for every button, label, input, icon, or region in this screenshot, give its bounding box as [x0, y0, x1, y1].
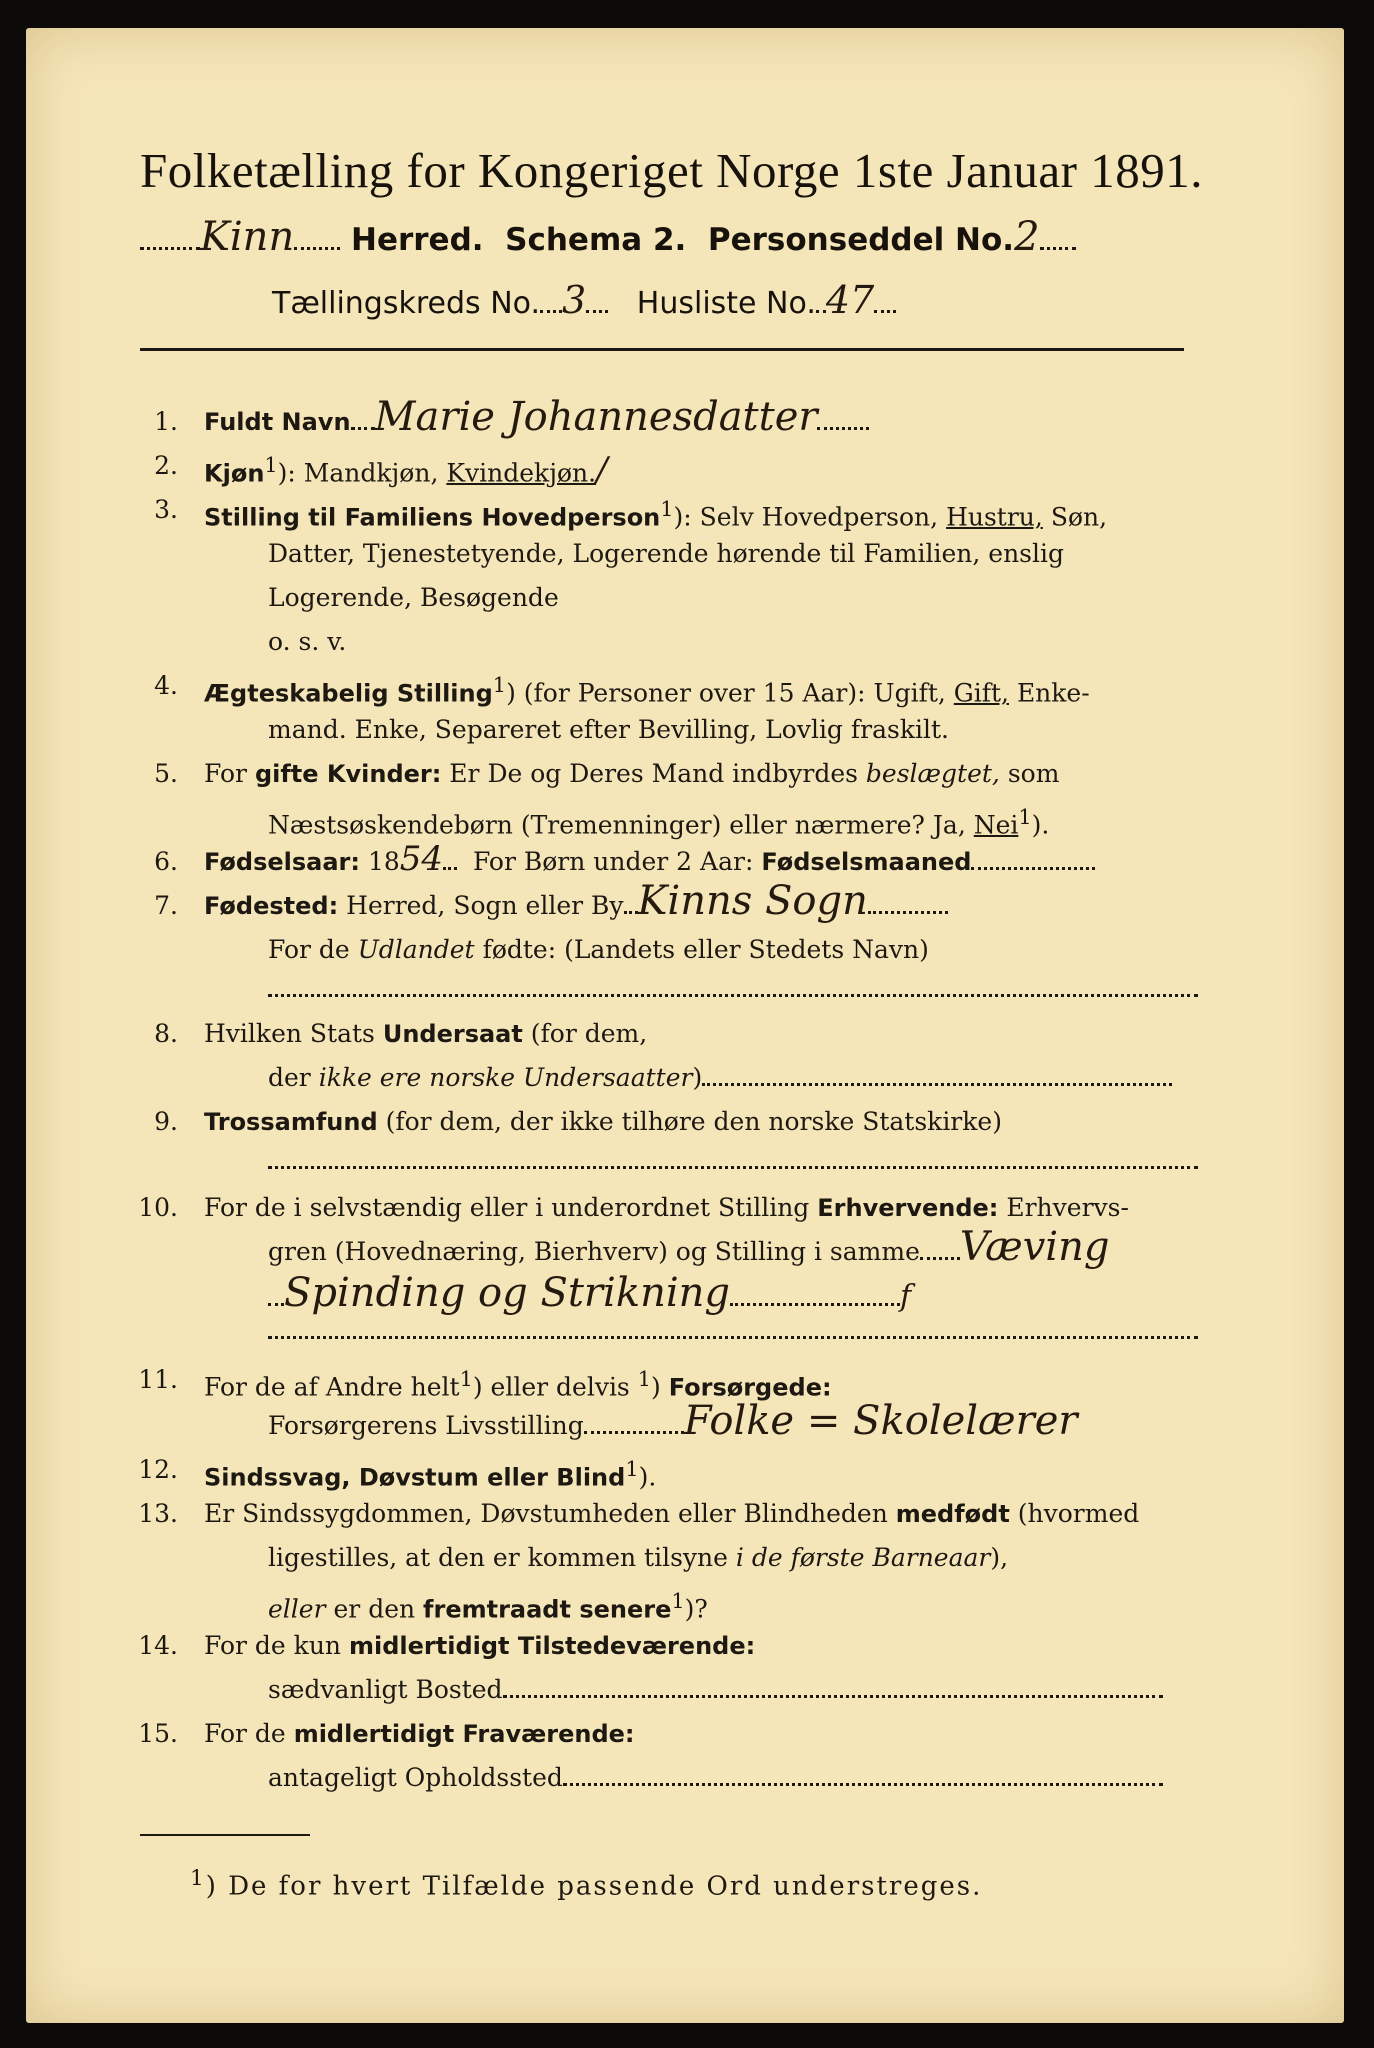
footnote-divider	[140, 1834, 310, 1836]
field-14-line-2-text: sædvanligt Bosted	[268, 1675, 503, 1704]
field-14-number: 14.	[138, 1631, 178, 1660]
field-3-label: Stilling til Familiens Hovedperson	[204, 503, 661, 532]
field-10-value-a: Væving	[959, 1224, 1110, 1270]
field-2-mark: /	[596, 450, 608, 491]
field-3-number: 3.	[154, 495, 178, 524]
field-11-text-a: For de af Andre helt	[204, 1372, 460, 1402]
field-5-label: gifte Kvinder:	[254, 760, 442, 788]
field-13-line-3-label: fremtraadt senere	[423, 1595, 672, 1624]
field-9-number: 9.	[154, 1107, 178, 1136]
field-10-number: 10.	[138, 1193, 178, 1222]
field-11-label: Forsørgede:	[668, 1373, 832, 1402]
field-14-text-a: For de kun	[204, 1631, 342, 1660]
field-12-sup: 1	[625, 1457, 639, 1481]
field-5-selected: Nei	[973, 810, 1019, 840]
field-1-value: Marie Johannesdatter	[374, 394, 818, 440]
field-13-number: 13.	[138, 1499, 178, 1528]
field-5-italic: beslægtet,	[865, 759, 1000, 788]
husliste-value: 47	[825, 278, 875, 322]
herred-label: Herred.	[351, 222, 484, 258]
form-title: Folketælling for Kongeriget Norge 1ste Januar 1891.	[140, 143, 1203, 198]
personseddel-label: Personseddel No.	[707, 222, 1015, 258]
field-7-line-2-italic: Udlandet	[357, 935, 475, 964]
field-5-text-a: For	[204, 759, 247, 788]
field-11-number: 11.	[138, 1365, 178, 1394]
taellingskreds-line	[272, 278, 896, 322]
field-5-end: ).	[1031, 810, 1050, 840]
field-6-label: Fødselsaar:	[204, 848, 360, 876]
field-6-label-b: Fødselsmaaned	[761, 848, 972, 876]
field-10-line-2-text: gren (Hovednæring, Bierhverv) og Stilling i samme	[268, 1237, 920, 1266]
herred-line	[140, 214, 1076, 260]
schema-label: Schema 2.	[505, 222, 687, 258]
field-3-line-3-text: Logerende, Besøgende	[268, 583, 559, 612]
field-11-sup: 1	[459, 1367, 473, 1391]
header-divider	[140, 348, 1184, 351]
footnote-sup: 1	[190, 1866, 206, 1891]
taellingskreds-value: 3	[562, 278, 587, 322]
field-3-sup: 1	[660, 497, 674, 521]
field-11-text-b: ) eller delvis	[472, 1372, 630, 1402]
field-4-line-2-text: mand. Enke, Separeret efter Bevilling, Lovlig fraskilt.	[268, 715, 949, 744]
field-13-sup: 1	[671, 1589, 685, 1613]
field-12-number: 12.	[138, 1455, 178, 1484]
field-13-text-a: Er Sindssygdommen, Døvstumheden eller Blindheden	[204, 1499, 888, 1528]
field-5-text-c: som	[1007, 759, 1060, 788]
field-13-label: medfødt	[895, 1500, 1010, 1528]
field-13-line-3-end: )?	[684, 1594, 708, 1624]
field-6-prefix: 18	[367, 847, 400, 876]
field-3-selected: Hustru,	[946, 502, 1043, 532]
field-7-label: Fødested:	[204, 892, 339, 920]
field-10-value-b: Spinding og Strikning	[284, 1270, 730, 1316]
field-11-text-c: )	[650, 1372, 661, 1402]
field-13-line-3-a: er den	[333, 1594, 416, 1624]
field-9-text: (for dem, der ikke tilhøre den norske Statskirke)	[385, 1107, 1002, 1136]
field-11-sup-2: 1	[637, 1367, 651, 1391]
field-2-selected: Kvindekjøn.	[446, 458, 597, 488]
field-8-text-a: Hvilken Stats	[204, 1019, 375, 1048]
field-11-line-2-text: Forsørgerens Livsstilling	[268, 1411, 584, 1440]
husliste-label: Husliste No.	[636, 286, 816, 321]
field-5-text-b: Er De og Deres Mand indbyrdes	[449, 759, 858, 788]
taellingskreds-label: Tællingskreds No.	[272, 286, 540, 321]
field-3-text-b: Søn,	[1050, 502, 1108, 532]
field-8-label: Undersaat	[382, 1020, 523, 1048]
field-15-text-a: For de	[204, 1719, 286, 1748]
field-2-text: ): Mandkjøn,	[277, 458, 439, 488]
personseddel-value: 2	[1014, 214, 1040, 260]
field-10-mark: f	[900, 1279, 912, 1314]
field-7-line-2-a: For de	[268, 935, 350, 964]
field-3-line-4-text: o. s. v.	[268, 627, 347, 656]
field-4-sup: 1	[492, 673, 507, 697]
field-8-line-2-italic: ikke ere norske Undersaatter	[318, 1063, 693, 1092]
field-4-text-b: Enke-	[1016, 678, 1090, 708]
field-11-value: Folke = Skolelærer	[683, 1398, 1078, 1444]
field-10-text-a: For de i selvstændig eller i underordnet Stilling	[204, 1193, 810, 1222]
field-10-text-b: Erhvervs-	[1006, 1193, 1129, 1222]
field-3-text-a: ): Selv Hovedperson,	[673, 502, 939, 532]
field-4-number: 4.	[154, 671, 178, 700]
field-1-label: Fuldt Navn	[204, 408, 351, 436]
field-13-text-b: (hvormed	[1017, 1499, 1140, 1528]
field-10-blank-line	[268, 1336, 1198, 1339]
field-7-line-2-b: fødte: (Landets eller Stedets Navn)	[482, 935, 929, 964]
footnote-text: ) De for hvert Tilfælde passende Ord understreges.	[205, 1871, 983, 1902]
field-2-number: 2.	[154, 451, 178, 480]
field-3-line-2-text: Datter, Tjenestetyende, Logerende hørende til Familien, enslig	[268, 539, 1065, 568]
field-15-number: 15.	[138, 1719, 178, 1748]
field-5-number: 5.	[154, 759, 178, 788]
field-9-label: Trossamfund	[204, 1108, 378, 1136]
field-8-line-2-b: )	[692, 1063, 703, 1092]
field-6-number: 6.	[154, 847, 178, 876]
field-15-label: midlertidigt Fraværende:	[293, 1720, 635, 1748]
field-8-number: 8.	[154, 1019, 178, 1048]
herred-value: Kinn	[200, 214, 295, 260]
field-14-label: midlertidigt Tilstedeværende:	[348, 1632, 756, 1660]
field-4-text-a: ) (for Personer over 15 Aar): Ugift,	[506, 678, 946, 708]
field-13-line-2-a: ligestilles, at den er kommen tilsyne	[268, 1543, 728, 1572]
field-8-text-b: (for dem,	[530, 1019, 648, 1048]
field-7-number: 7.	[154, 891, 178, 920]
field-2-label: Kjøn	[204, 459, 265, 488]
field-9-blank-line	[268, 1166, 1198, 1169]
field-12-label: Sindssvag, Døvstum eller Blind	[204, 1463, 626, 1492]
field-6-text: For Børn under 2 Aar:	[472, 847, 754, 876]
field-7-text: Herred, Sogn eller By	[346, 891, 624, 920]
field-7-blank-line	[268, 994, 1198, 997]
field-2-sup: 1	[264, 453, 278, 477]
footnote	[190, 1866, 982, 1902]
field-10-label: Erhvervende:	[817, 1194, 999, 1222]
field-13-line-3-italic: eller	[268, 1594, 326, 1624]
field-1-number: 1.	[154, 407, 178, 436]
field-5-sup: 1	[1018, 805, 1032, 829]
field-4-selected: Gift,	[953, 678, 1009, 708]
field-4-label: Ægteskabelig Stilling	[204, 679, 493, 708]
field-13-line-2-italic: i de første Barneaar	[735, 1543, 991, 1572]
field-15-line-2-text: antageligt Opholdssted	[268, 1763, 563, 1792]
field-8-line-2-a: der	[268, 1063, 311, 1092]
field-13-line-2-b: ),	[990, 1543, 1009, 1572]
field-6-value: 54	[399, 839, 444, 879]
field-7-value: Kinns Sogn	[637, 878, 868, 924]
field-5-line-2-text: Næstsøskendebørn (Tremenninger) eller nærmere? Ja,	[268, 810, 966, 840]
field-12-end: ).	[638, 1462, 657, 1492]
